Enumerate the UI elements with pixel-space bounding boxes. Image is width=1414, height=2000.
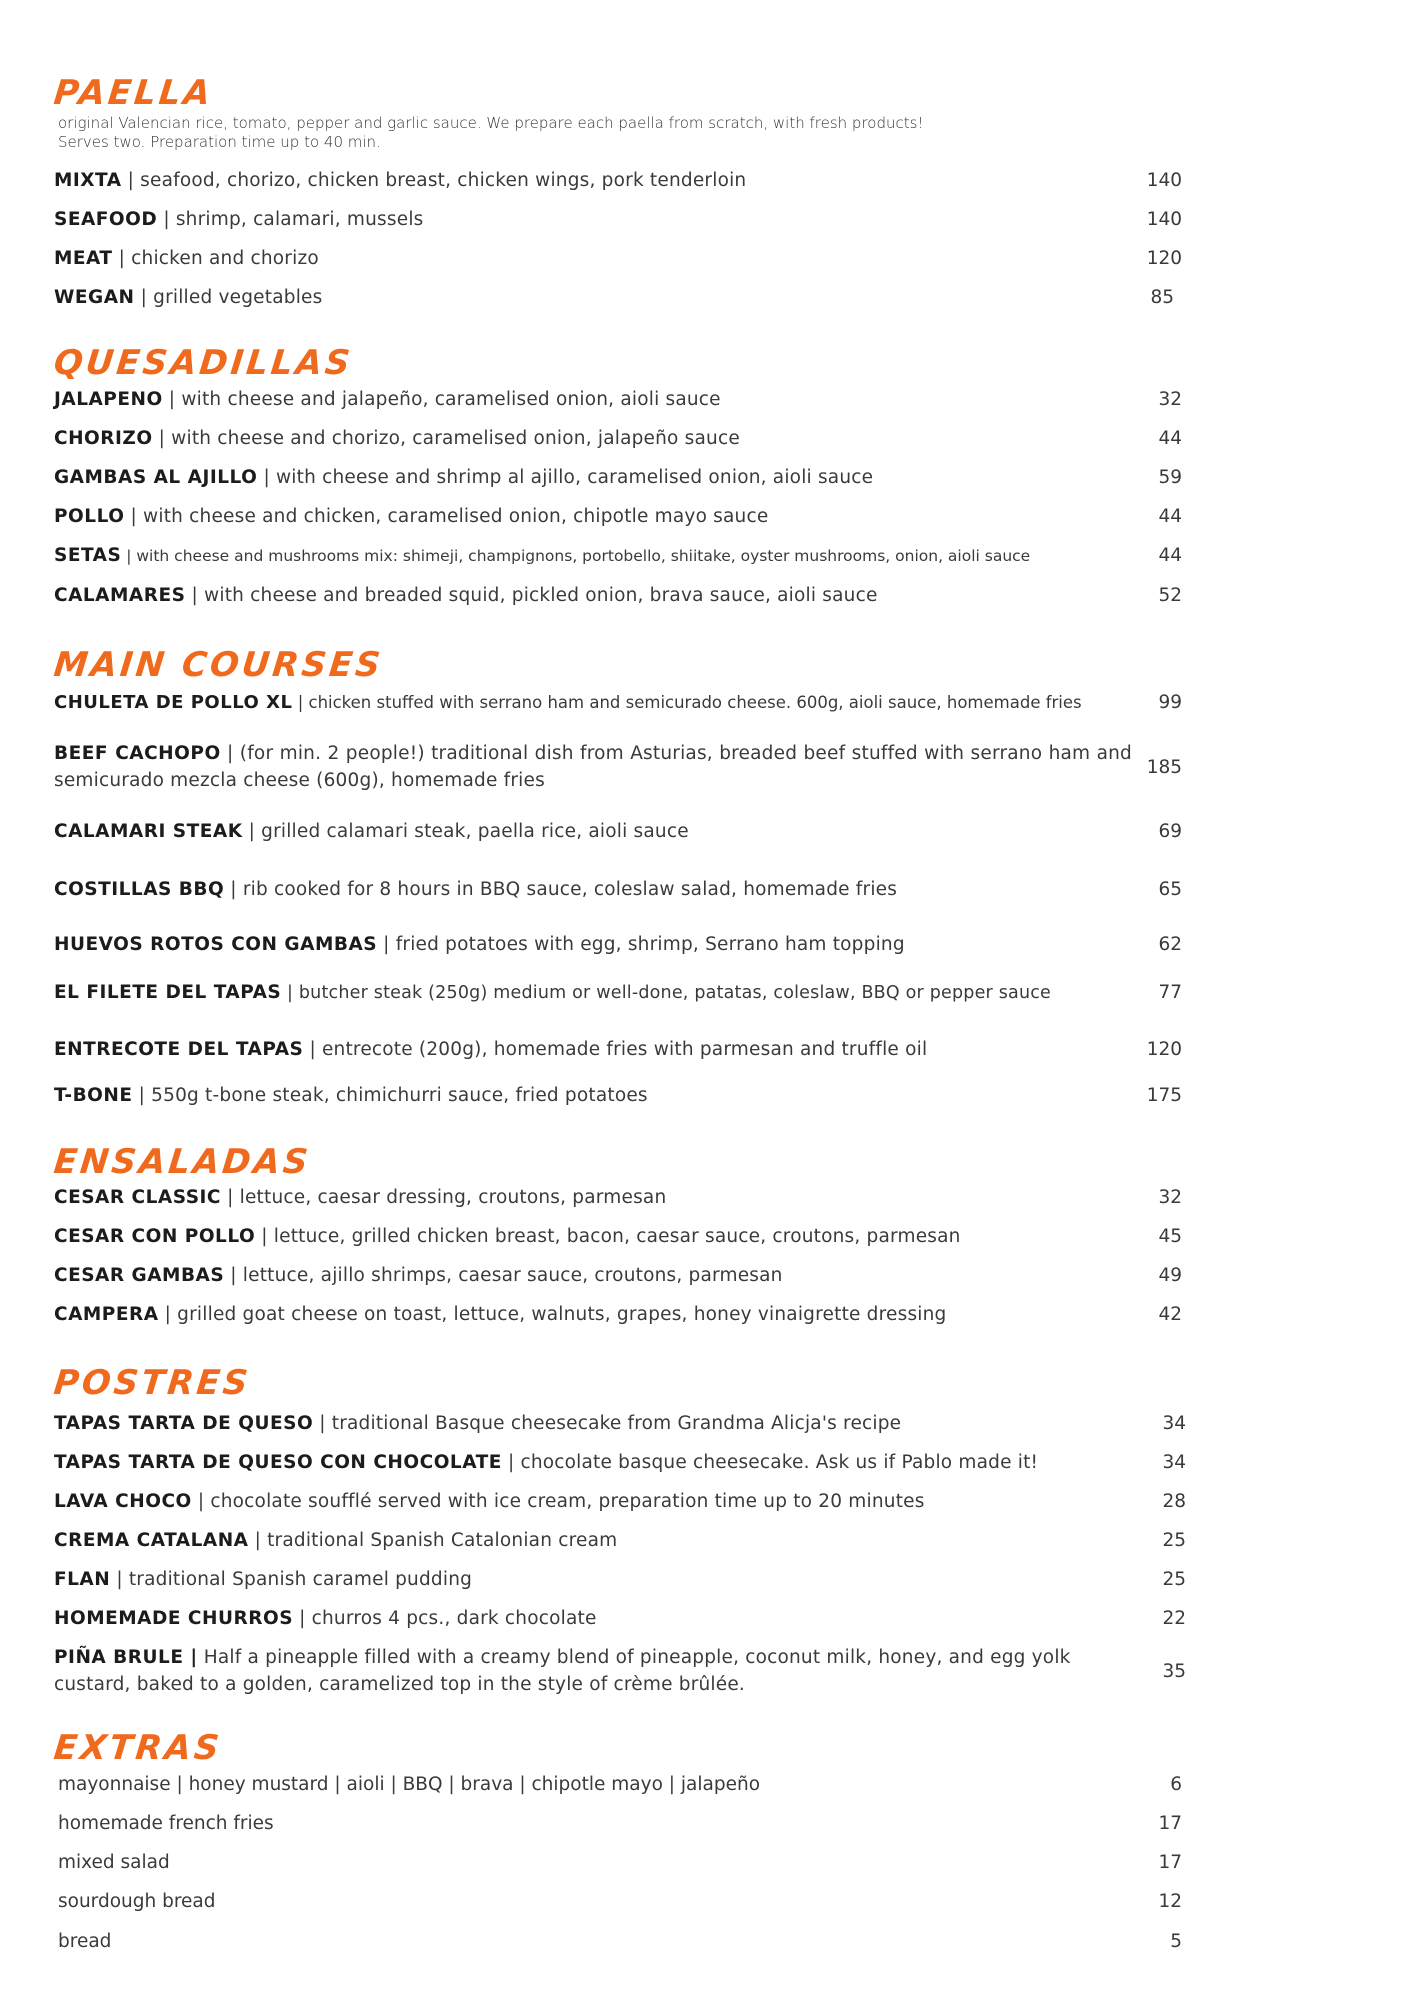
menu-item [54, 1605, 1186, 1632]
menu-item [54, 206, 1182, 233]
paella-subtitle-1: original Valencian rice, tomato, pepper and garlic sauce. We prepare each paella from scratch, with fresh products! [58, 114, 924, 132]
item-desc: | lettuce, caesar dressing, croutons, parmesan [221, 1187, 667, 1208]
item-price: 175 [1146, 1085, 1182, 1106]
item-desc: | grilled calamari steak, paella rice, aioli sauce [242, 821, 689, 842]
menu-item [54, 1566, 1186, 1593]
item-name: COSTILLAS BBQ [54, 879, 225, 900]
item-name: SEAFOOD [54, 209, 158, 230]
item-price: 49 [1158, 1265, 1182, 1286]
item-price: 34 [1162, 1452, 1186, 1473]
item-price: 35 [1162, 1661, 1186, 1682]
extra-item [58, 1888, 1182, 1915]
item-desc: | seafood, chorizo, chicken breast, chicken wings, pork tenderloin [121, 170, 747, 191]
extra-name: mixed salad [58, 1852, 170, 1873]
item-name: POLLO [54, 506, 125, 527]
item-price: 140 [1146, 209, 1182, 230]
extra-item [58, 1810, 1182, 1837]
item-price: 69 [1158, 821, 1182, 842]
item-desc: | chicken stuffed with serrano ham and semicurado cheese. 600g, aioli sauce, homemade fries [292, 693, 1082, 712]
item-name: HOMEMADE CHURROS [54, 1608, 294, 1629]
item-price: 25 [1162, 1530, 1186, 1551]
menu-item [54, 1410, 1186, 1437]
item-price: 62 [1158, 934, 1182, 955]
extra-price: 12 [1158, 1891, 1182, 1912]
item-desc: | fried potatoes with egg, shrimp, Serrano ham topping [377, 934, 905, 955]
extra-name: sourdough bread [58, 1891, 216, 1912]
menu-item [54, 689, 1182, 716]
item-price: 65 [1158, 879, 1182, 900]
item-desc: | 550g t-bone steak, chimichurri sauce, fried potatoes [132, 1085, 648, 1106]
item-price: 59 [1158, 467, 1182, 488]
item-name: PIÑA BRULE | [54, 1647, 198, 1668]
item-desc: | traditional Spanish Catalonian cream [248, 1530, 618, 1551]
item-name: TAPAS TARTA DE QUESO [54, 1413, 314, 1434]
item-desc: | churros 4 pcs., dark chocolate [293, 1608, 597, 1629]
item-price: 52 [1158, 585, 1182, 606]
item-desc: | chocolate soufflé served with ice cream, preparation time up to 20 minutes [191, 1491, 925, 1512]
menu-item [54, 1082, 1182, 1109]
item-desc: | lettuce, grilled chicken breast, bacon, caesar sauce, croutons, parmesan [255, 1226, 961, 1247]
menu-item [54, 284, 1182, 311]
extra-price: 6 [1170, 1774, 1182, 1795]
extra-price: 5 [1170, 1931, 1182, 1952]
item-name: CESAR GAMBAS [54, 1265, 225, 1286]
item-name: JALAPENO [54, 389, 163, 410]
menu-item [54, 876, 1182, 903]
item-price: 32 [1158, 1187, 1182, 1208]
item-name: CHORIZO [54, 428, 153, 449]
item-desc: | (for min. 2 people!) traditional dish from Asturias, breaded beef stuffed with serrano ham and semicurado mezcla cheese (600g), homemade fries [54, 743, 1132, 791]
menu-item [54, 582, 1182, 609]
menu-item [54, 1644, 1186, 1698]
menu-item [54, 931, 1182, 958]
menu-item [54, 1184, 1182, 1211]
section-title-ensaladas: ENSALADAS [51, 1142, 313, 1182]
item-desc: | entrecote (200g), homemade fries with parmesan and truffle oil [303, 1039, 928, 1060]
item-name: SETAS [54, 545, 122, 566]
item-desc: | chocolate basque cheesecake. Ask us if Pablo made it! [501, 1452, 1039, 1473]
extra-price: 17 [1158, 1852, 1182, 1873]
section-title-quesadillas: QUESADILLAS [51, 343, 355, 383]
item-price: 34 [1162, 1413, 1186, 1434]
item-desc: | shrimp, calamari, mussels [157, 209, 424, 230]
item-desc: | with cheese and mushrooms mix: shimeji, champignons, portobello, shiitake, oyster mushrooms, onion, aioli sauce [121, 547, 1031, 565]
item-name: GAMBAS AL AJILLO [54, 467, 258, 488]
menu-item [54, 818, 1182, 845]
menu-item [54, 167, 1182, 194]
menu-item [54, 542, 1182, 570]
menu-item [54, 1223, 1182, 1250]
item-price: 185 [1146, 757, 1182, 778]
item-price: 22 [1162, 1608, 1186, 1629]
section-title-main-courses: MAIN COURSES [51, 645, 386, 685]
item-price: 42 [1158, 1304, 1182, 1325]
item-desc: | traditional Basque cheesecake from Grandma Alicja's recipe [313, 1413, 902, 1434]
item-name: CALAMARI STEAK [54, 821, 243, 842]
item-desc: | grilled vegetables [134, 287, 323, 308]
item-price: 99 [1158, 692, 1182, 713]
item-price: 120 [1146, 248, 1182, 269]
item-name: FLAN [54, 1569, 111, 1590]
item-price: 44 [1158, 506, 1182, 527]
extra-item [58, 1771, 1182, 1798]
menu-item [54, 1449, 1186, 1476]
item-desc: | with cheese and chicken, caramelised onion, chipotle mayo sauce [124, 506, 769, 527]
item-desc: | grilled goat cheese on toast, lettuce, walnuts, grapes, honey vinaigrette dressing [158, 1304, 947, 1325]
item-desc: | lettuce, ajillo shrimps, caesar sauce, croutons, parmesan [224, 1265, 783, 1286]
section-title-postres: POSTRES [51, 1363, 253, 1403]
item-name: TAPAS TARTA DE QUESO CON CHOCOLATE [54, 1452, 502, 1473]
item-price: 28 [1162, 1491, 1186, 1512]
item-name: CAMPERA [54, 1304, 159, 1325]
item-price: 120 [1146, 1039, 1182, 1060]
item-name: CALAMARES [54, 585, 186, 606]
section-title-paella: PAELLA [51, 73, 216, 113]
menu-item [54, 386, 1182, 413]
section-title-extras: EXTRAS [51, 1728, 224, 1768]
item-desc: | with cheese and breaded squid, pickled onion, brava sauce, aioli sauce [185, 585, 878, 606]
item-price: 32 [1158, 389, 1182, 410]
menu-item [54, 1262, 1182, 1289]
item-name: CESAR CLASSIC [54, 1187, 222, 1208]
item-name: WEGAN [54, 287, 135, 308]
item-name: CESAR CON POLLO [54, 1226, 256, 1247]
extra-name: homemade french fries [58, 1813, 274, 1834]
item-name: ENTRECOTE DEL TAPAS [54, 1039, 304, 1060]
extra-item [58, 1849, 1182, 1876]
extra-item [58, 1928, 1182, 1955]
item-name: CHULETA DE POLLO XL [54, 692, 293, 713]
item-desc: | traditional Spanish caramel pudding [110, 1569, 473, 1590]
item-name: MEAT [54, 248, 113, 269]
item-price: 45 [1158, 1226, 1182, 1247]
item-desc: | chicken and chorizo [112, 248, 319, 269]
item-price: 140 [1146, 170, 1182, 191]
item-price: 77 [1158, 982, 1182, 1003]
menu-item [54, 245, 1182, 272]
item-price: 85 [1150, 287, 1174, 308]
menu-item [54, 503, 1182, 530]
item-price: 44 [1158, 545, 1182, 566]
item-desc: | butcher steak (250g) medium or well-done, patatas, coleslaw, BBQ or pepper sauce [281, 983, 1052, 1003]
item-name: T-BONE [54, 1085, 133, 1106]
menu-item [54, 464, 1182, 491]
paella-subtitle-2: Serves two. Preparation time up to 40 min. [58, 133, 381, 151]
item-name: CREMA CATALANA [54, 1530, 249, 1551]
item-desc: | with cheese and shrimp al ajillo, caramelised onion, aioli sauce [257, 467, 874, 488]
menu-item [54, 1488, 1186, 1515]
item-name: MIXTA [54, 170, 122, 191]
item-desc: | with cheese and chorizo, caramelised onion, jalapeño sauce [152, 428, 740, 449]
item-name: EL FILETE DEL TAPAS [54, 982, 282, 1003]
item-name: BEEF CACHOPO [54, 743, 221, 764]
item-name: LAVA CHOCO [54, 1491, 192, 1512]
item-price: 44 [1158, 428, 1182, 449]
extra-price: 17 [1158, 1813, 1182, 1834]
menu-item [54, 740, 1182, 794]
item-name: HUEVOS ROTOS CON GAMBAS [54, 934, 378, 955]
extra-name: bread [58, 1931, 112, 1952]
item-price: 25 [1162, 1569, 1186, 1590]
extra-name: mayonnaise | honey mustard | aioli | BBQ | brava | chipotle mayo | jalapeño [58, 1774, 761, 1795]
menu-item [54, 1036, 1182, 1063]
item-desc: Half a pineapple filled with a creamy blend of pineapple, coconut milk, honey, and egg yolk custard, baked to a golden, caramelized top in the style of crème brûlée. [54, 1647, 1071, 1695]
item-desc: | rib cooked for 8 hours in BBQ sauce, coleslaw salad, homemade fries [224, 879, 898, 900]
menu-item [54, 1527, 1186, 1554]
item-desc: | with cheese and jalapeño, caramelised onion, aioli sauce [162, 389, 721, 410]
menu-item [54, 425, 1182, 452]
menu-item [54, 1301, 1182, 1328]
menu-item [54, 979, 1182, 1007]
